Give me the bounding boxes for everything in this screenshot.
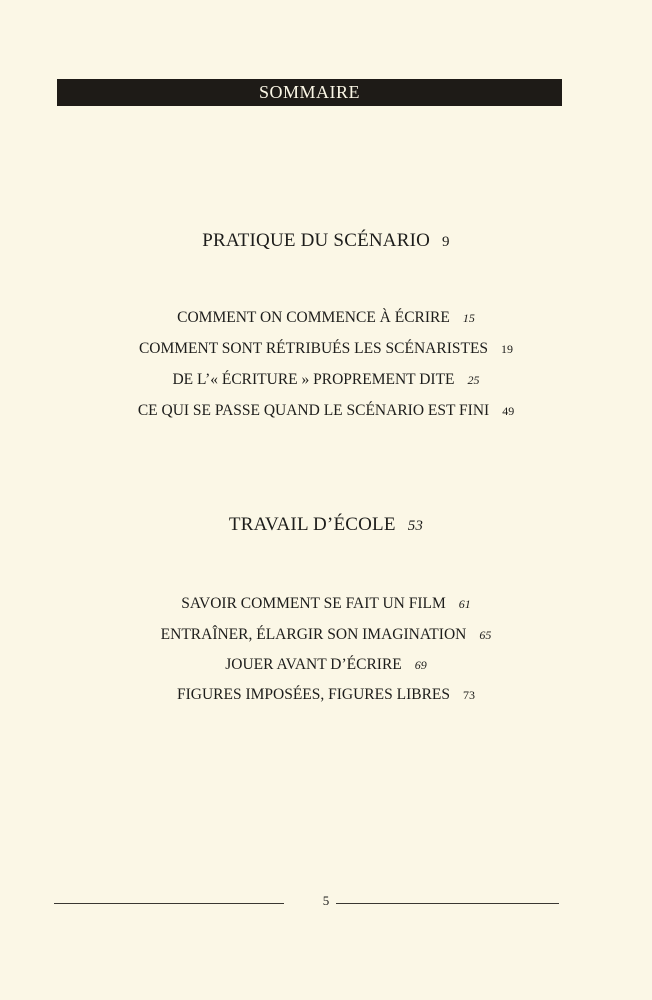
toc-entry (0, 595, 652, 613)
toc-entry (0, 686, 652, 704)
toc-entry-page: 19 (501, 342, 514, 356)
toc-entry-page: 73 (463, 688, 476, 702)
section-title-pratique (0, 230, 652, 252)
toc-entry-label: DE L’« ÉCRITURE » PROPREMENT DITE (172, 371, 455, 388)
section-title-label: PRATIQUE DU SCÉNARIO (202, 230, 431, 251)
toc-entry-label: SAVOIR COMMENT SE FAIT UN FILM (181, 595, 446, 612)
footer-rule-right (336, 903, 559, 904)
section-page-number: 9 (442, 234, 450, 250)
toc-entry (0, 371, 652, 389)
sommaire-header (57, 79, 562, 106)
toc-entry (0, 402, 652, 420)
toc-entry-label: ENTRAÎNER, ÉLARGIR SON IMAGINATION (160, 626, 467, 643)
header-title: SOMMAIRE (258, 82, 360, 102)
toc-entry-label: COMMENT ON COMMENCE À ÉCRIRE (177, 309, 450, 326)
toc-entry-page: 25 (467, 373, 480, 387)
toc-entry-page: 15 (462, 311, 475, 325)
toc-entry-page: 49 (502, 404, 515, 418)
page-number (0, 893, 652, 909)
toc-entry (0, 626, 652, 644)
toc-entry-page: 65 (479, 628, 492, 642)
toc-entry (0, 340, 652, 358)
section-title-travail (0, 514, 652, 536)
toc-entry-label: COMMENT SONT RÉTRIBUÉS LES SCÉNARISTES (138, 340, 489, 357)
section-page-number: 53 (407, 518, 424, 534)
toc-entry-page: 61 (458, 597, 471, 611)
toc-entry (0, 656, 652, 674)
toc-entry-label: JOUER AVANT D’ÉCRIRE (225, 656, 402, 673)
toc-entry (0, 309, 652, 327)
toc-entry-label: CE QUI SE PASSE QUAND LE SCÉNARIO EST FINI (137, 402, 490, 419)
toc-entry-label: FIGURES IMPOSÉES, FIGURES LIBRES (176, 686, 451, 703)
toc-entry-page: 69 (414, 658, 427, 672)
page-number-label: 5 (322, 893, 330, 908)
section-title-label: TRAVAIL D’ÉCOLE (228, 514, 396, 535)
